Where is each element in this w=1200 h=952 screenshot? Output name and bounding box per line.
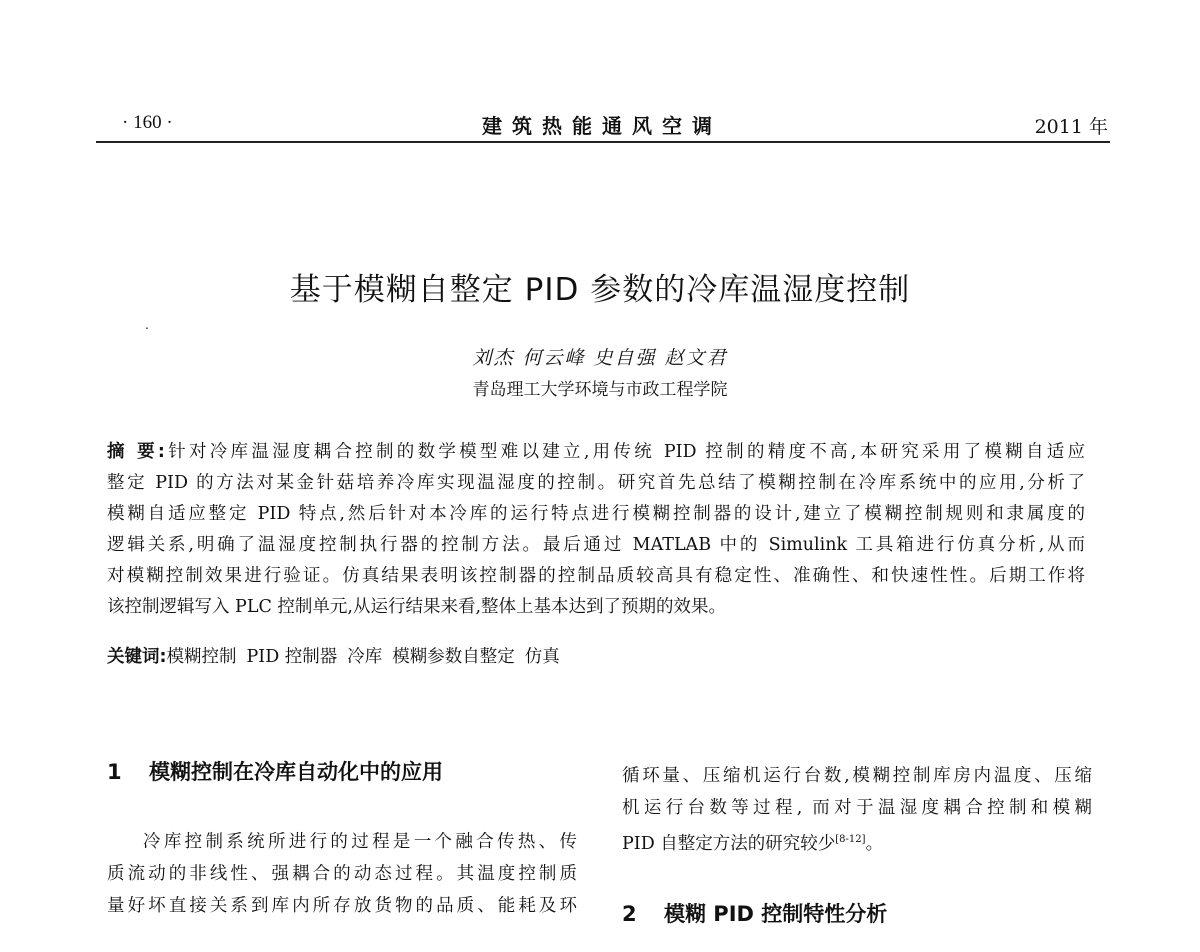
header-rule (96, 141, 1110, 143)
running-header (96, 108, 1108, 142)
section-title: 模糊 PID 控制特性分析 (664, 901, 888, 926)
body-line: 量好坏直接关系到库内所存放货物的品质、能耗及环 (107, 896, 577, 916)
citation: [8-12] (835, 834, 866, 845)
section-number: 2 (622, 901, 637, 926)
section-number: 1 (107, 760, 122, 784)
section-2-heading (622, 898, 1092, 928)
stray-dot: . (145, 318, 149, 332)
issue-year: 2011 年 (1034, 116, 1108, 138)
journal-name: 建筑热能通风空调 (482, 114, 722, 138)
abstract-label: 摘 要: (107, 442, 165, 462)
author-list: 刘杰 何云峰 史自强 赵文君 (472, 347, 728, 369)
left-column (107, 756, 577, 922)
keywords-label: 关键词: (107, 647, 167, 667)
keyword: 冷库 (347, 647, 383, 667)
affiliation: 青岛理工大学环境与市政工程学院 (472, 380, 728, 400)
keyword: PID 控制器 (246, 647, 338, 667)
abstract-line: 摘 要:针对冷库温湿度耦合控制的数学模型难以建立,用传统 PID 控制的精度不高,本研究采用了模糊自适应 (107, 442, 1086, 462)
section-1-heading (107, 756, 577, 786)
keywords (107, 643, 570, 668)
body-line: 循环量、压缩机运行台数,模糊控制库房内温度、压缩 (622, 766, 1092, 786)
body-line: PID 自整定方法的研究较少[8-12]。 (622, 833, 884, 854)
keyword: 模糊控制 (166, 647, 237, 667)
keyword: 仿真 (524, 647, 560, 667)
body-line: 机运行台数等过程, 而对于温湿度耦合控制和模糊 (622, 798, 1092, 818)
section-title: 模糊控制在冷库自动化中的应用 (149, 760, 443, 784)
body-line: 质流动的非线性、强耦合的动态过程。其温度控制质 (107, 864, 577, 884)
abstract-line: 对模糊控制效果进行验证。仿真结果表明该控制器的控制品质较高具有稳定性、准确性、和快速性性。后期工作将 (107, 566, 1085, 586)
body-line: 冷库控制系统所进行的过程是一个融合传热、传 (143, 832, 577, 852)
keyword: 模糊参数自整定 (392, 647, 515, 667)
paper-title: 基于模糊自整定 PID 参数的冷库温湿度控制 (289, 272, 911, 308)
abstract-line: 逻辑关系,明确了温湿度控制执行器的控制方法。最后通过 MATLAB 中的 Simulink 工具箱进行仿真分析,从而 (107, 535, 1085, 555)
section-1-paragraph (107, 826, 577, 922)
page-number: · 160 · (122, 112, 173, 133)
abstract-line: 该控制逻辑写入 PLC 控制单元,从运行结果来看,整体上基本达到了预期的效果。 (107, 597, 727, 617)
continued-paragraph (622, 760, 1092, 860)
abstract-line: 模糊自适应整定 PID 特点,然后针对本冷库的运行特点进行模糊控制器的设计,建立了模糊控制规则和隶属度的 (107, 504, 1085, 524)
right-column (622, 760, 1092, 928)
abstract (107, 437, 1085, 623)
abstract-line: 整定 PID 的方法对某金针菇培养冷库实现温湿度的控制。研究首先总结了模糊控制在冷库系统中的应用,分析了 (107, 473, 1085, 493)
